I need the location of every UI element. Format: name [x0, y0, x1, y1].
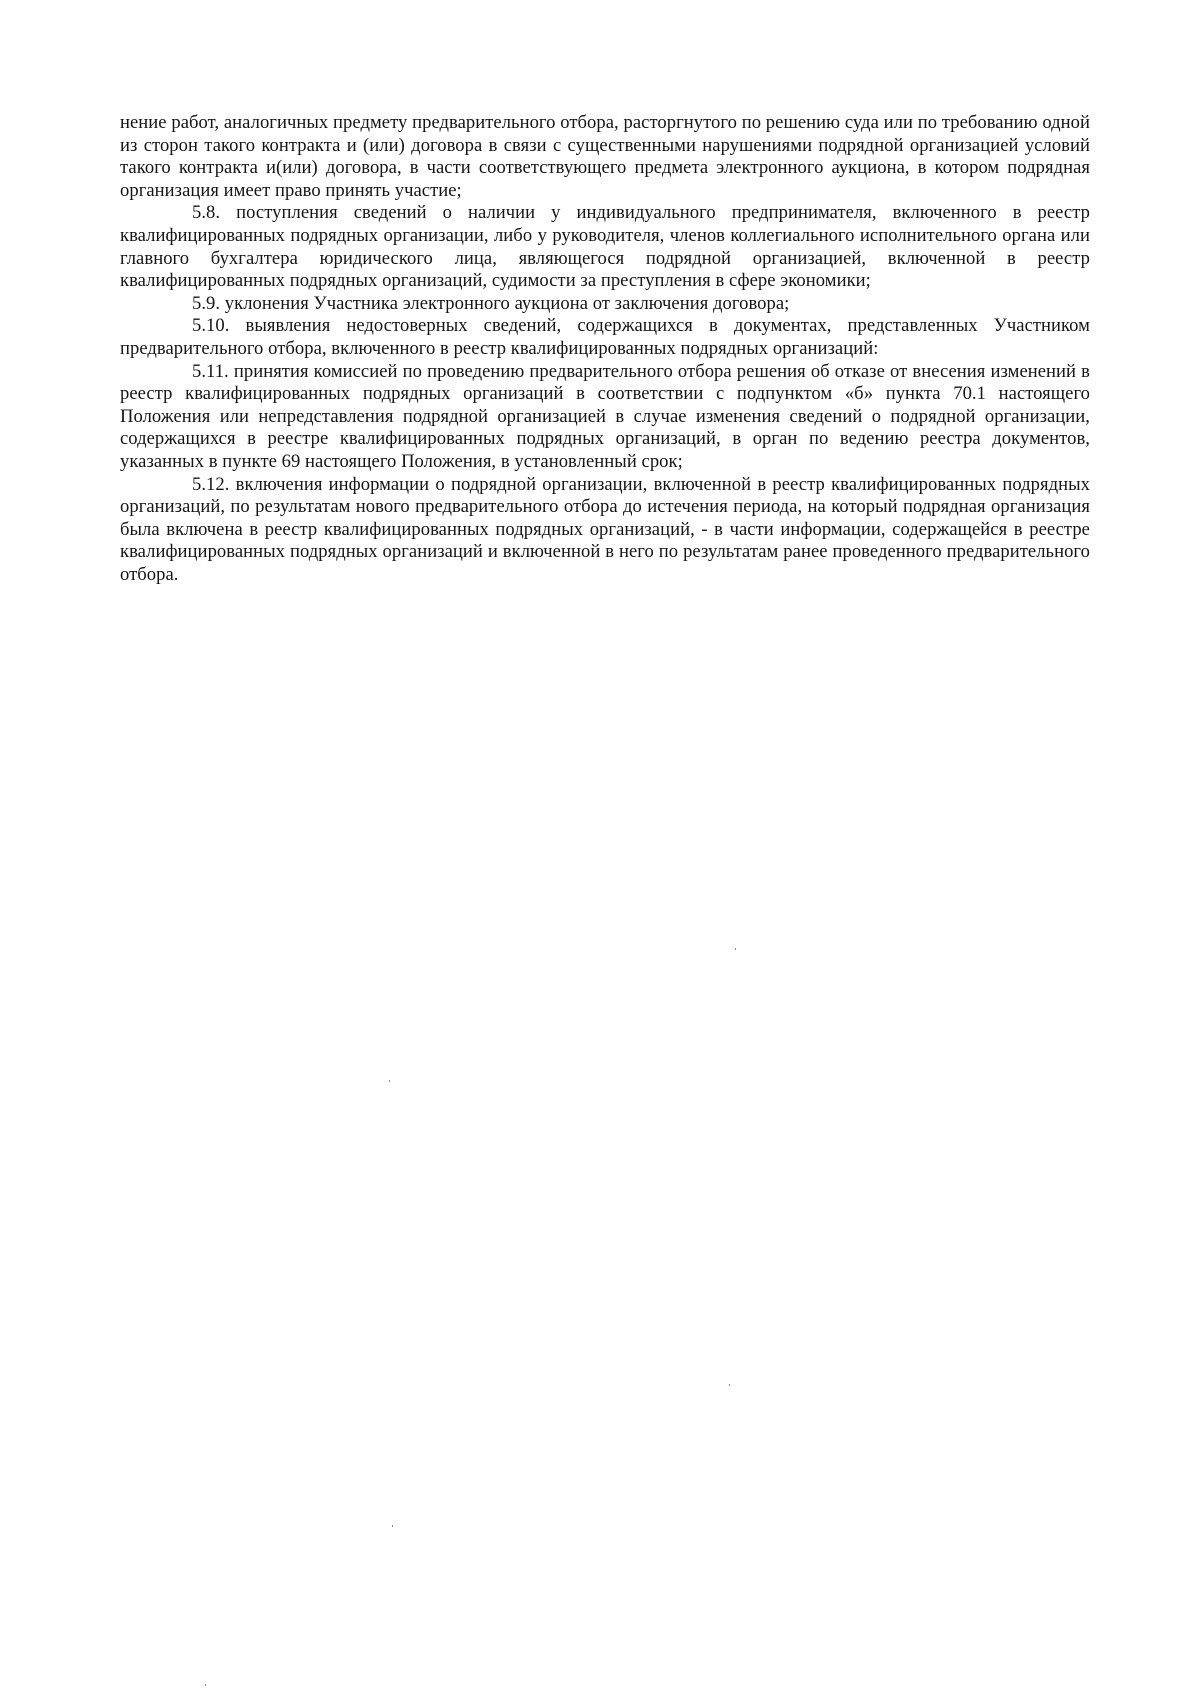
- scan-speck: [389, 1080, 390, 1082]
- document-body: [120, 112, 1090, 586]
- scan-speck: [205, 1684, 206, 1686]
- paragraph-continuation: нение работ, аналогичных предмету предварительного отбора, расторгнутого по решению суда или по требованию одной из сторон такого контракта и (или) договора в связи с существенными нарушениями подрядной организацией условий такого контракта и(или) договора, в части соответствующего предмета электронного аукциона, в котором подрядная организация имеет право принять участие;: [120, 112, 1090, 201]
- scan-speck: [735, 948, 736, 950]
- paragraph-5-10: 5.10. выявления недостоверных сведений, содержащихся в документах, представленных Участником предварительного отбора, включенного в реестр квалифицированных подрядных организаций:: [120, 315, 1090, 359]
- paragraph-5-9: 5.9. уклонения Участника электронного аукциона от заключения договора;: [192, 292, 790, 314]
- paragraph-5-12: 5.12. включения информации о подрядной организации, включенной в реестр квалифицированных подрядных организаций, по результатам нового предварительного отбора до истечения периода, на который подрядная организация была включена в реестр квалифицированных подрядных организаций, - в части информации, содержащейся в реестре квалифицированных подрядных организаций и включенной в него по результатам ранее проведенного предварительного отбора.: [120, 473, 1090, 585]
- scan-speck: [729, 1384, 730, 1386]
- paragraph-5-11: 5.11. принятия комиссией по проведению предварительного отбора решения об отказе от внесения изменений в реестр квалифицированных подрядных организаций в соответствии с подпунктом «б» пункта 70.1 настоящего Положения или непредставления подрядной организацией в случае изменения сведений о подрядной организации, содержащихся в реестре квалифицированных подрядных организаций, в орган по ведению реестра документов, указанных в пункте 69 настоящего Положения, в установленный срок;: [120, 360, 1090, 472]
- scan-speck: [392, 1525, 393, 1527]
- paragraph-5-8: 5.8. поступления сведений о наличии у индивидуального предпринимателя, включенного в реестр квалифицированных подрядных организации, либо у руководителя, членов коллегиального исполнительного органа или главного бухгалтера юридического лица, являющегося подрядной организацией, включенной в реестр квалифицированных подрядных организаций, судимости за преступления в сфере экономики;: [120, 202, 1090, 292]
